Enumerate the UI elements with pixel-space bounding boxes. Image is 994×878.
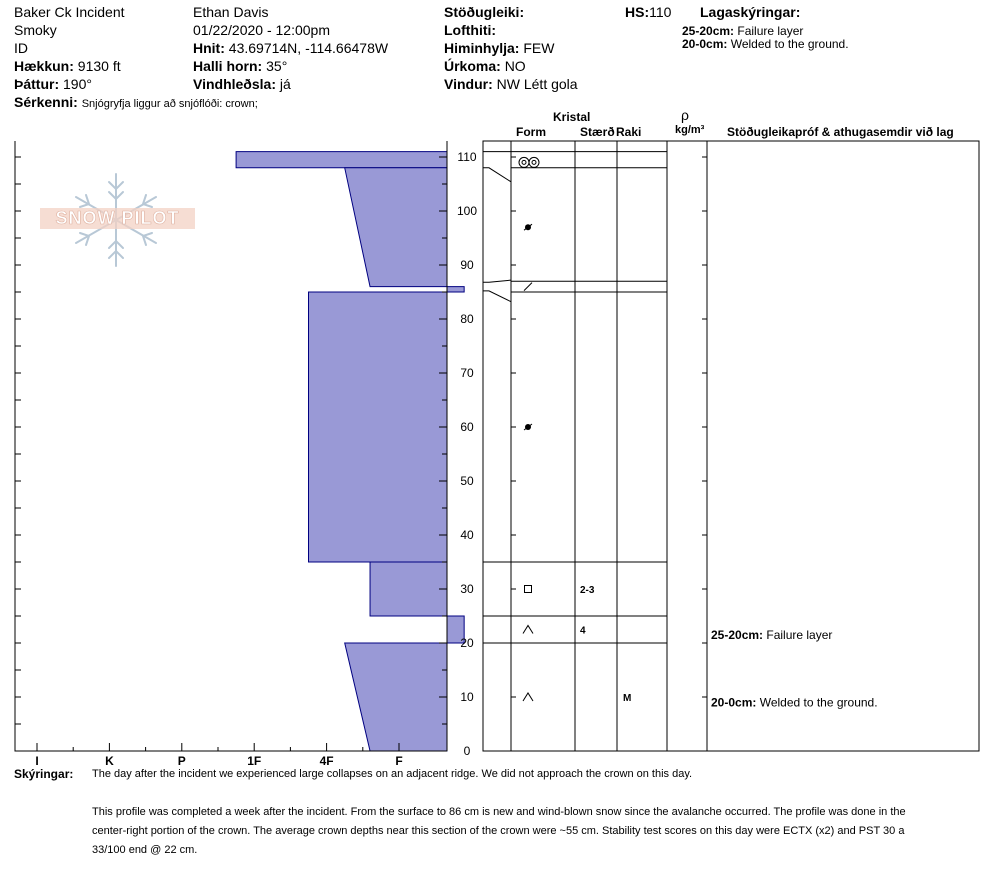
location-name: Smoky	[14, 22, 57, 38]
form-header: Form	[516, 125, 546, 139]
hardness-layer-2	[447, 287, 464, 292]
footer-label: Skýringar:	[14, 767, 74, 781]
footer-para-2: center-right portion of the crown. The average crown depths near this section of the crown were ~55 cm. Stability test scores on this day were ECTX (x2) and PST 30 a	[92, 825, 905, 837]
hardness-layer-1	[345, 168, 447, 287]
depth-label: 10	[460, 690, 474, 704]
aspect-row: Þáttur: 190°	[14, 76, 92, 92]
size-header: Stærð	[580, 125, 615, 139]
layer-note-2: 20-0cm: Welded to the ground.	[682, 37, 849, 51]
rounded-grain-icon	[522, 160, 526, 164]
layer-comment: 25-20cm: Failure layer	[711, 627, 833, 642]
kristal-header: Kristal	[553, 110, 591, 124]
grain-table-frame	[483, 141, 979, 751]
coords-row: Hnit: 43.69714N, -114.66478W	[193, 40, 389, 56]
grain-size-label: 2-3	[580, 585, 595, 596]
tests-header: Stöðugleikapróf & athugasemdir við lag	[727, 125, 954, 139]
boundary-connector	[483, 280, 511, 282]
hardness-label: P	[177, 754, 186, 768]
depth-label: 80	[460, 312, 474, 326]
wind-loading-row: Vindhleðsla: já	[193, 76, 291, 92]
hardness-label: F	[395, 754, 403, 768]
incident-name: Baker Ck Incident	[14, 4, 125, 20]
hardness-label: K	[105, 754, 114, 768]
rounded-grain-icon	[532, 160, 536, 164]
hardness-layer-4	[370, 562, 447, 616]
moisture-header: Raki	[616, 125, 642, 139]
grain-size-label: 4	[580, 625, 586, 637]
air-temp-row: Lofthiti:	[444, 22, 497, 38]
wind-row: Vindur: NW Létt gola	[444, 76, 578, 92]
depth-label: 50	[460, 474, 474, 488]
hardness-label: 4F	[319, 754, 334, 768]
moisture-label: M	[623, 693, 632, 704]
stability-row: Stöðugleiki:	[444, 4, 525, 20]
hardness-layer-0	[236, 152, 447, 168]
depth-label: 0	[463, 744, 471, 758]
density-unit-header: kg/m³	[675, 124, 705, 136]
hardness-label: I	[35, 754, 39, 768]
footer-line-1: The day after the incident we experienced large collapses on an adjacent ridge. We did not approach the crown on this day.	[92, 768, 693, 780]
layer-notes-title: Lagaskýringar:	[700, 4, 801, 20]
footer-para-1: This profile was completed a week after the incident. From the surface to 86 cm is new and wind-blown snow since the avalanche occurred. The profile was done in the	[92, 806, 906, 818]
depth-label: 70	[460, 366, 474, 380]
depth-hoar-icon	[523, 626, 533, 634]
boundary-connector	[483, 168, 511, 182]
depth-hoar-icon	[523, 693, 533, 701]
depth-label: 100	[456, 204, 478, 218]
hs-row: HS:110	[625, 4, 672, 20]
depth-label: 110	[457, 150, 477, 164]
datetime: 01/22/2020 - 12:00pm	[193, 22, 330, 38]
depth-label: 40	[460, 528, 474, 542]
boundary-connector	[483, 291, 511, 302]
depth-label: 20	[460, 636, 474, 650]
footer-para-3: 33/100 end @ 22 cm.	[92, 844, 198, 856]
hardness-layer-6	[345, 643, 447, 751]
id-label: ID	[14, 40, 28, 56]
precip-row: Úrkoma: NO	[444, 58, 526, 74]
depth-label: 90	[460, 258, 474, 272]
layer-note-1: 25-20cm: Failure layer	[682, 24, 804, 38]
elevation-row: Hækkun: 9130 ft	[14, 58, 121, 74]
depth-label: 60	[460, 420, 474, 434]
rho-header: ρ	[681, 107, 689, 123]
fragment-icon	[524, 283, 532, 291]
features-row: Sérkenni: Snjógryfja liggur að snjóflóði: crown;	[14, 94, 258, 110]
faceted-grain-icon	[525, 586, 532, 593]
sky-row: Himinhylja: FEW	[444, 40, 555, 56]
observer-name: Ethan Davis	[193, 4, 269, 20]
hardness-label: 1F	[247, 754, 262, 768]
depth-label: 30	[460, 582, 474, 596]
rounded-grain-icon	[519, 157, 529, 167]
hardness-layer-3	[309, 292, 448, 562]
slope-row: Halli horn: 35°	[193, 58, 288, 74]
rounded-grain-icon	[529, 157, 539, 167]
layer-comment: 20-0cm: Welded to the ground.	[711, 695, 878, 710]
logo-text: SNOW PILOT	[55, 208, 180, 228]
